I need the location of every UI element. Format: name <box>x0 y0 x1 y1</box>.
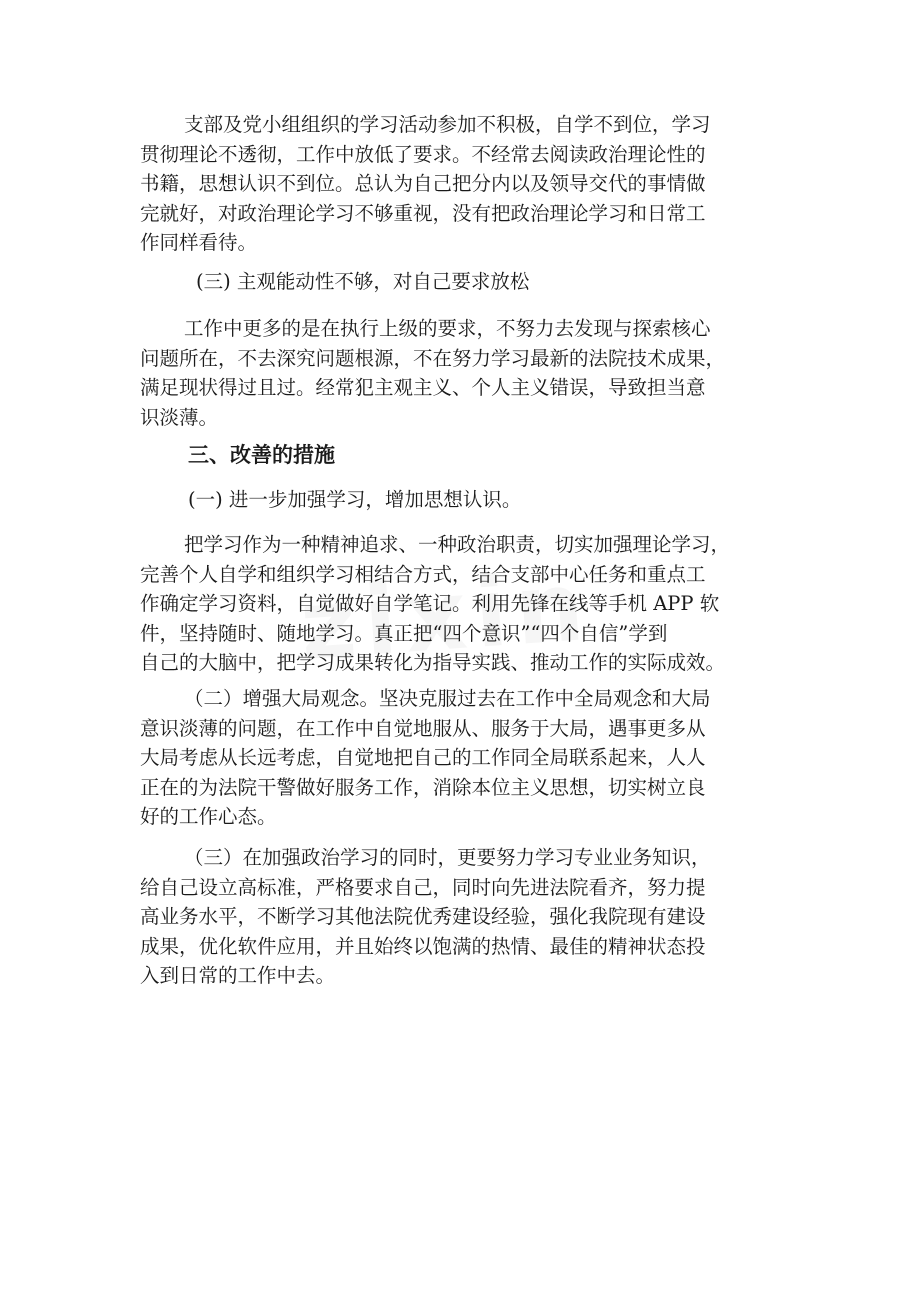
text-line: 满足现状得过且过。经常犯主观主义、个人主义错误，导致担当意 <box>140 376 706 399</box>
text-line: 高业务水平，不断学习其他法院优秀建设经验，强化我院现有建设 <box>140 905 706 928</box>
text-line: 成果，优化软件应用，并且始终以饱满的热情、最佳的精神状态投 <box>140 934 706 958</box>
text-line: 自己的大脑中，把学习成果转化为指导实践、推动工作的实际成效。 <box>140 651 726 674</box>
text-line: （三）在加强政治学习的同时，更要努力学习专业业务知识， <box>184 846 711 869</box>
text-line: 好的工作心态。 <box>140 805 277 828</box>
text-line: 书籍，思想认识不到位。总认为自己把分内以及领导交代的事情做 <box>140 172 706 195</box>
text-line: 贯彻理论不透彻，工作中放低了要求。不经常去阅读政治理论性的 <box>140 142 706 166</box>
paragraph-study-attitude <box>140 110 780 258</box>
subheading-strengthen-study: (一) 进一步加强学习，增加思想认识。 <box>188 488 522 511</box>
paragraph-initiative <box>140 314 780 432</box>
text-line: 意识淡薄的问题，在工作中自觉地服从、服务于大局，遇事更多从 <box>140 716 706 740</box>
text-line: 大局考虑从长远考虑，自觉地把自己的工作同全局联系起来，人人 <box>140 746 706 769</box>
text-line: 给自己设立高标准，严格要求自己，同时向先进法院看齐，努力提 <box>140 875 706 899</box>
paragraph-professional-skills <box>140 843 780 991</box>
subheading-initiative: (三) 主观能动性不够，对自己要求放松 <box>196 270 530 293</box>
paragraph-big-picture <box>140 684 780 832</box>
text-line: （二）增强大局观念。坚决克服过去在工作中全局观念和大局 <box>184 687 711 710</box>
text-line: 工作中更多的是在执行上级的要求，不努力去发现与探索核心 <box>184 317 711 340</box>
text-line: 支部及党小组组织的学习活动参加不积极，自学不到位，学习 <box>184 113 711 136</box>
text-line: 识淡薄。 <box>140 405 219 429</box>
text-line: 作确定学习资料，自觉做好自学笔记。利用先锋在线等手机 APP 软 <box>140 592 720 615</box>
text-line: 作同样看待。 <box>140 231 258 254</box>
text-line: 件，坚持随时、随地学习。真正把“四个意识”“四个自信”学到 <box>140 621 668 645</box>
section-heading: 三、改善的措施 <box>188 443 335 467</box>
text-line: 入到日常的工作中去。 <box>140 964 336 987</box>
text-line: 完就好，对政治理论学习不够重视，没有把政治理论学习和日常工 <box>140 201 706 225</box>
text-line: 把学习作为一种精神追求、一种政治职责，切实加强理论学习， <box>184 533 731 556</box>
paragraph-strengthen-study <box>140 530 780 678</box>
text-line: 正在的为法院干警做好服务工作，消除本位主义思想，切实树立良 <box>140 775 706 799</box>
text-line: 问题所在，不去深究问题根源，不在努力学习最新的法院技术成果， <box>140 346 726 370</box>
text-line: 完善个人自学和组织学习相结合方式，结合支部中心任务和重点工 <box>140 562 706 586</box>
